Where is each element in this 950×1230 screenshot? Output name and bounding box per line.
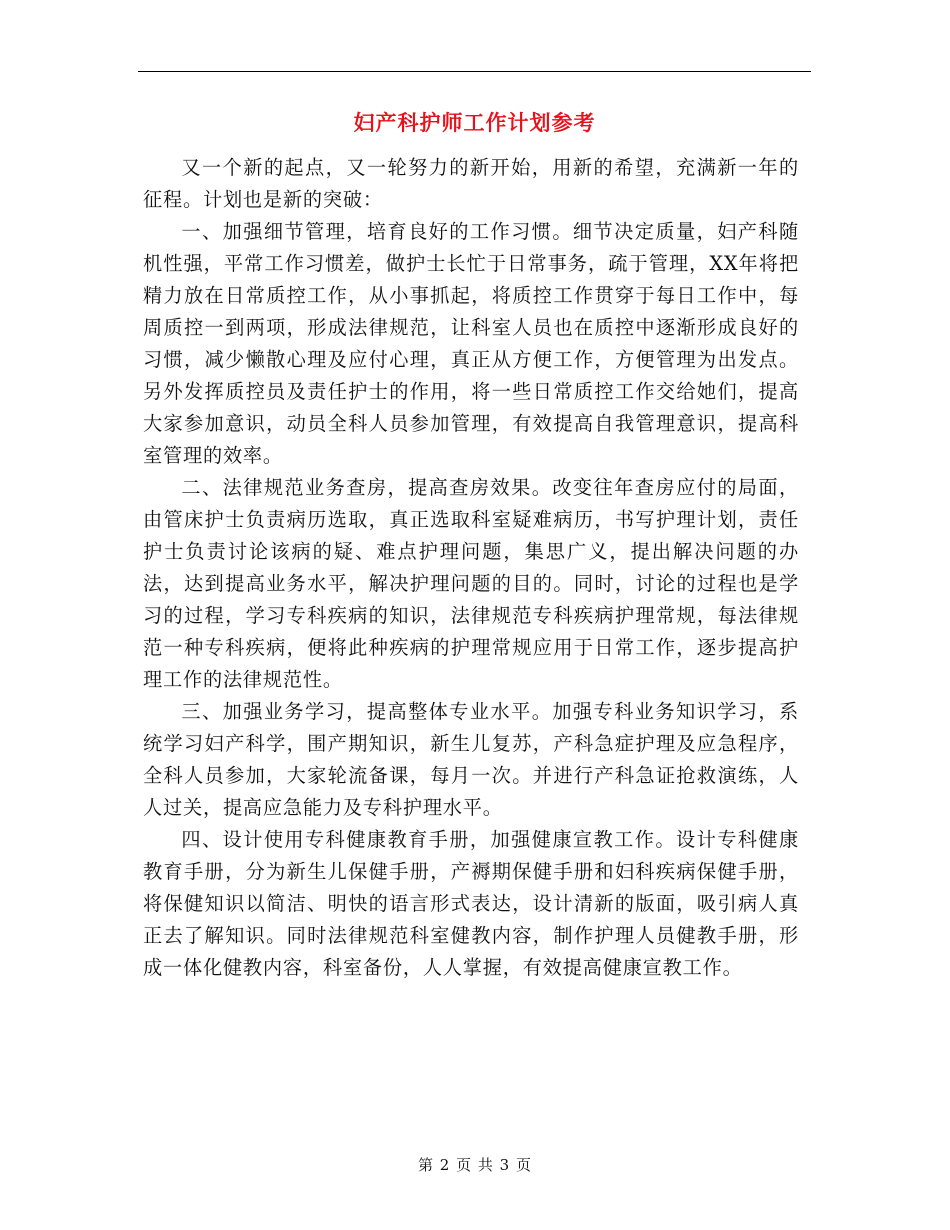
page-number-footer: 第 2 页 共 3 页	[418, 1156, 532, 1174]
paragraph-intro: 又一个新的起点，又一轮努力的新开始，用新的希望，充满新一年的征程。计划也是新的突破：	[143, 156, 799, 211]
document-body	[143, 152, 799, 984]
paragraph-section-1: 一、加强细节管理，培育良好的工作习惯。细节决定质量，妇产科随机性强，平常工作习惯差，做护士长忙于日常事务，疏于管理，XX年将把精力放在日常质控工作，从小事抓起，将质控工作贯穿于每日工作中，每周质控一到两项，形成法律规范，让科室人员也在质控中逐渐形成良好的习惯，减少懒散心理及应付心理，真正从方便工作，方便管理为出发点。另外发挥质控员及责任护士的作用，将一些日常质控工作交给她们，提高大家参加意识，动员全科人员参加管理，有效提高自我管理意识，提高科室管理的效率。	[143, 220, 799, 467]
paragraph-section-2: 二、法律规范业务查房，提高查房效果。改变往年查房应付的局面，由管床护士负责病历选取，真正选取科室疑难病历，书写护理计划，责任护士负责讨论该病的疑、难点护理问题，集思广义，提出解决问题的办法，达到提高业务水平，解决护理问题的目的。同时，讨论的过程也是学习的过程，学习专科疾病的知识，法律规范专科疾病护理常规，每法律规范一种专科疾病，便将此种疾病的护理常规应用于日常工作，逐步提高护理工作的法律规范性。	[143, 476, 799, 691]
paragraph-section-4: 四、设计使用专科健康教育手册，加强健康宣教工作。设计专科健康教育手册，分为新生儿保健手册，产褥期保健手册和妇科疾病保健手册，将保健知识以简洁、明快的语言形式表达，设计清新的版面，吸引病人真正去了解知识。同时法律规范科室健教内容，制作护理人员健教手册，形成一体化健教内容，科室备份，人人掌握，有效提高健康宣教工作。	[143, 828, 799, 979]
header-rule	[138, 71, 811, 72]
paragraph-section-3: 三、加强业务学习，提高整体专业水平。加强专科业务知识学习，系统学习妇产科学，围产期知识，新生儿复苏，产科急症护理及应急程序，全科人员参加，大家轮流备课，每月一次。并进行产科急证抢救演练，人人过关，提高应急能力及专科护理水平。	[143, 700, 799, 819]
document-title: 妇产科护师工作计划参考	[353, 111, 596, 135]
